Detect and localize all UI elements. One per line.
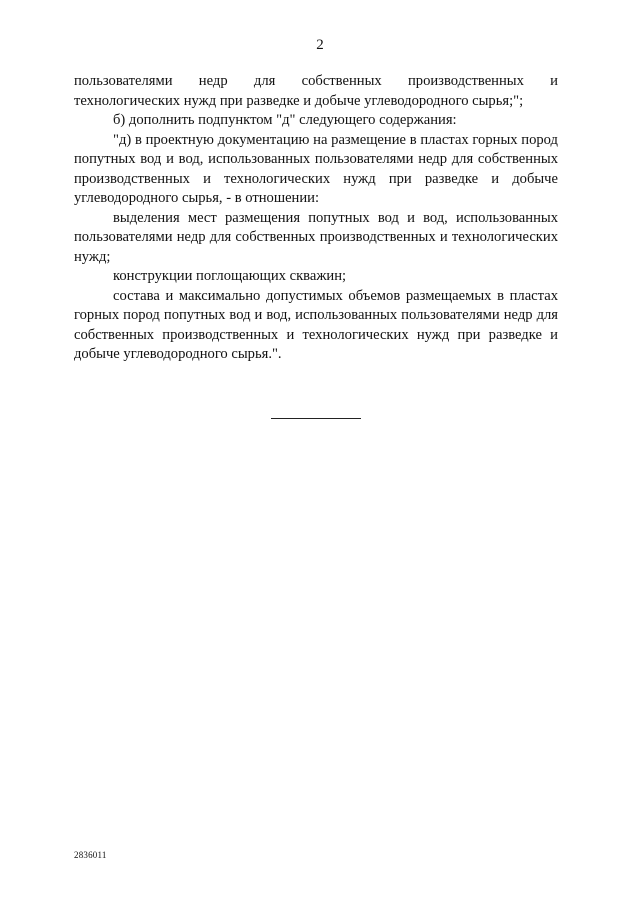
document-code: 2836011 — [74, 850, 107, 860]
paragraph-continuation-first-line: пользователями недр для собственных производственных и — [74, 73, 558, 89]
page-number: 2 — [316, 37, 324, 53]
paragraph-well-design: конструкции поглощающих скважин; — [113, 268, 347, 284]
document-body — [74, 72, 558, 365]
paragraph-continuation — [74, 72, 558, 111]
paragraph-composition-volumes: состава и максимально допустимых объемов размещаемых в пластах горных пород попутных вод и вод, использованных пользователями недр для собственных производственных и технологических нужд при разведке и добыче углеводородного сырья.". — [74, 287, 558, 362]
paragraph-continuation-rest: технологических нужд при разведке и добыче углеводородного сырья;"; — [74, 92, 524, 109]
paragraph-subitem-d: "д) в проектную документацию на размещение в пластах горных пород попутных вод и вод, использованных пользователями недр для собственных производственных и технологических нужд при разведке и добыче углеводородного сырья, - в отношении: — [74, 131, 558, 206]
closing-divider-line — [271, 418, 361, 419]
paragraph-subitem-b: б) дополнить подпунктом "д" следующего содержания: — [113, 112, 457, 128]
paragraph-placement-sites: выделения мест размещения попутных вод и вод, использованных пользователями недр для собственных производственных и технологических нужд; — [74, 209, 558, 265]
